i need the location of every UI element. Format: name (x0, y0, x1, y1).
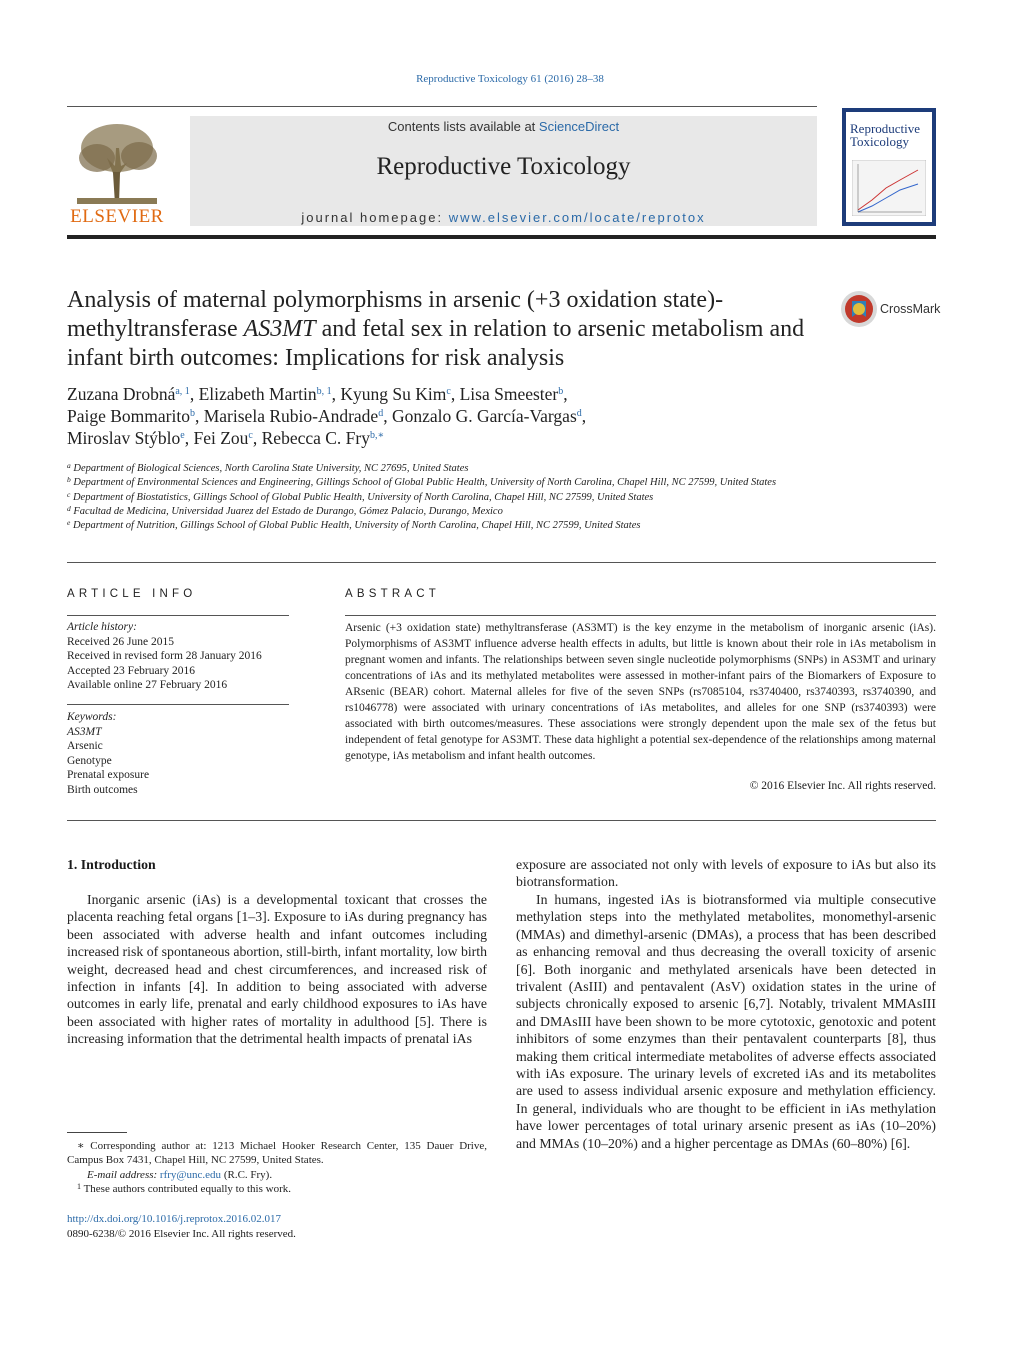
title-part-1: Analysis of maternal polymorphisms in arsenic (+3 oxidation state)-methyltransferase (67, 287, 724, 342)
article-history (67, 620, 289, 693)
author-name[interactable]: Rebecca C. Fry (261, 428, 370, 448)
keywords-rule (67, 704, 289, 705)
author-name[interactable]: Marisela Rubio-Andrade (203, 406, 379, 426)
email-link[interactable]: rfry@unc.edu (159, 1168, 222, 1181)
affiliation-item: $^b$ Department of Environmental Sciences and Engineering, Gillings School of Global Public Health, University of North Carolina, Chapel Hill, NC 27599, United States (67, 475, 777, 489)
history-item: Received in revised form 28 January 2016 (67, 650, 262, 662)
journal-name: Reproductive Toxicology (376, 153, 631, 180)
corresponding-note: ∗ Corresponding author at: 1213 Michael Hooker Research Center, 135 Dauer Drive, Campus Box 7431, Chapel Hill, NC 27599, United States. (67, 1140, 487, 1167)
keyword-item: AS3MT (67, 725, 102, 738)
author-name[interactable]: Elizabeth Martin (198, 384, 317, 404)
equal-contribution-note: $^1$ These authors contributed equally to this work. (77, 1182, 291, 1196)
keyword-item: Prenatal exposure (67, 769, 150, 781)
author-sup[interactable]: a, 1 (175, 386, 190, 397)
history-item: Received 26 June 2015 (67, 635, 174, 648)
keyword-item: Birth outcomes (67, 783, 138, 796)
author-sup[interactable]: d (576, 408, 582, 419)
journal-citation[interactable]: Reproductive Toxicology 61 (2016) 28–38 (416, 73, 604, 85)
author-sup[interactable]: b (189, 408, 195, 419)
title-part-2: and fetal sex in relation to arsenic metabolism and infant birth outcomes: Implications for risk analysis (67, 316, 805, 371)
abstract-copyright: © 2016 Elsevier Inc. All rights reserved. (749, 780, 936, 792)
body-rule (67, 820, 936, 821)
intro-column-2b: In humans, ingested iAs is biotransformed via multiple consecutive methylation steps into the methylated metabolites, monomethyl-arsenic (MMAs) and dimethyl-arsenic (DMAs), a process that has been described as enhancing removal and thus decreasing the overall toxicity of arsenic [6]. Both inorganic and methylated arsenicals have been detected in trivalent (AsIII) and pentavalent (AsV) oxidation states in the urine of subjects chronically exposed to arsenic [6,7]. Notably, trivalent MMAsIII and DMAsIII have been shown to be more cytotoxic, genotoxic and potent inhibitors of some enzymes than their pentavalent counterparts [8], thus making them critical intermediate metabolites of adverse effects associated with iAs exposure. The urinary levels of excreted iAs and its metabolites are used to assess individual arsenic exposure and methylation efficiency. In general, individuals who are thought to be efficient in iAs methylation have lower percentages of total urinary arsenic present as iAs (10–20%) and MMAs (10–20%) and a higher percentage as DMAs (60–80%) [6]. (516, 892, 936, 1151)
author-sup[interactable]: d (378, 408, 384, 419)
author-sup[interactable]: c (446, 386, 451, 397)
contents-prefix: Contents lists available at (387, 119, 539, 134)
author-name[interactable]: Gonzalo G. García-Vargas (391, 406, 577, 426)
cover-title-line1: Reproductive (850, 121, 921, 136)
keywords (67, 710, 289, 797)
abstract-rule (345, 615, 936, 616)
contents-line (190, 119, 817, 134)
article-info-heading: ARTICLE INFO (67, 588, 197, 600)
author-name[interactable]: Miroslav Stýblo (67, 428, 181, 448)
keyword-item: Arsenic (67, 740, 103, 752)
title-gene: AS3MT (243, 316, 316, 342)
sciencedirect-link[interactable]: ScienceDirect (538, 119, 620, 134)
intro-column-2a: exposure are associated not only with levels of exposure to iAs but also its biotransformation. (516, 857, 936, 890)
author-name[interactable]: Lisa Smeester (459, 384, 559, 404)
publisher-name: ELSEVIER (70, 206, 164, 227)
header-thick-rule (67, 235, 936, 239)
author-sup[interactable]: b,∗ (370, 430, 385, 441)
elsevier-logo (67, 118, 167, 228)
homepage-line (190, 210, 817, 225)
affiliations (67, 462, 827, 533)
affiliation-item: $^c$ Department of Biostatistics, Gillings School of Global Public Health, University of North Carolina, Chapel Hill, NC 27599, United States (67, 489, 654, 503)
affiliation-item: $^a$ Department of Biological Sciences, North Carolina State University, NC 27695, United States (67, 461, 469, 474)
abstract-heading: ABSTRACT (345, 588, 440, 600)
footnotes (67, 1139, 487, 1197)
history-label: Article history: (67, 621, 137, 633)
homepage-prefix: journal homepage: (301, 210, 449, 225)
history-item: Accepted 23 February 2016 (67, 664, 196, 677)
author-list: Zuzana Drobná$^{a, 1}$, Elizabeth Martin$^{b, 1}$, Kyung Su Kim$^c$, Lisa Smeester$^b$, Paige Bommarito$^b$, Marisela Rubio-Andrade$^d$, Gonzalo G. García-Vargas$^d$, Miroslav Stýblo$^e$, Fei Zou$^c$, Rebecca C. Fry$^{b,∗}$ (67, 384, 587, 448)
keyword-item: Genotype (67, 754, 112, 767)
crossmark-badge[interactable] (840, 290, 940, 330)
homepage-link[interactable]: www.elsevier.com/locate/reprotox (448, 210, 706, 225)
section-rule (67, 562, 936, 563)
author-name[interactable]: Zuzana Drobná (67, 384, 176, 404)
doi-link[interactable]: http://dx.doi.org/10.1016/j.reprotox.2016.02.017 (67, 1213, 281, 1225)
doi-block (67, 1212, 296, 1241)
footnote-rule (67, 1132, 127, 1133)
intro-column-1: Inorganic arsenic (iAs) is a developmental toxicant that crosses the placenta reaching fetal organs [1–3]. Exposure to iAs during pregnancy has been associated with adverse health and infant outcomes including increased risk of spontaneous abortion, still-birth, infant mortality, low birth weight, decreased head and chest circumferences, and increased risk of infection in infants [4]. In addition to being associated with adverse outcomes in early life, prenatal and early childhood exposures to iAs have been associated with higher rates of mortality in adulthood [5]. There is increasing information that the detrimental health impacts of prenatal iAs (67, 892, 487, 1047)
email-note: E-mail address: rfry@unc.edu (R.C. Fry). (87, 1168, 273, 1181)
cover-chart-icon (852, 160, 926, 216)
journal-cover[interactable] (842, 108, 936, 226)
crossmark-icon (840, 290, 878, 328)
cover-title-line2: Toxicology (850, 134, 910, 149)
author-sup[interactable]: b, 1 (316, 386, 332, 397)
issn-line: 0890-6238/© 2016 Elsevier Inc. All rights reserved. (67, 1227, 296, 1240)
intro-heading: 1. Introduction (67, 857, 156, 872)
abstract-text: Arsenic (+3 oxidation state) methyltransferase (AS3MT) is the key enzyme in the metabolism of inorganic arsenic (iAs). Polymorphisms of AS3MT influence adverse health effects in adults, but little is known about their role in iAs metabolism in pregnant women and infants. The relationships between seven single nucleotide polymorphisms (SNPs) in AS3MT and urinary concentrations of iAs and its methylated metabolites were assessed in mother-infant pairs of the Biomarkers of Exposure to ARsenic (BEAR) cohort. Maternal alleles for five of the seven SNPs (rs7085104, rs3740400, rs3740393, rs3740390, and rs1046778) were associated with urinary concentrations of iAs metabolites, and alleles for one SNP (rs3740393) were associated with birth outcomes/measures. These associations were strongly dependent upon the male sex of the fetus but independent of fetal genotype for AS3MT. These data highlight a potential sex-dependence of the relationships among maternal genotype, iAs metabolism and infant health outcomes. (345, 622, 936, 762)
keywords-label: Keywords: (67, 711, 117, 723)
author-sup[interactable]: e (180, 430, 185, 441)
author-name[interactable]: Paige Bommarito (67, 406, 190, 426)
affiliation-item: $^e$ Department of Nutrition, Gillings School of Global Public Health, University of North Carolina, Chapel Hill, NC 27599, United States (67, 518, 641, 532)
info-rule (67, 615, 289, 616)
author-name[interactable]: Kyung Su Kim (340, 384, 447, 404)
article-title (67, 286, 817, 373)
header-rule (67, 106, 817, 107)
crossmark-label: CrossMark (880, 302, 941, 316)
history-item: Available online 27 February 2016 (67, 679, 228, 691)
author-name[interactable]: Fei Zou (193, 428, 249, 448)
author-sup[interactable]: b (558, 386, 564, 397)
author-sup[interactable]: c (248, 430, 253, 441)
affiliation-item: $^d$ Facultad de Medicina, Universidad Juarez del Estado de Durango, Gómez Palacio, Durango, Mexico (67, 503, 503, 517)
